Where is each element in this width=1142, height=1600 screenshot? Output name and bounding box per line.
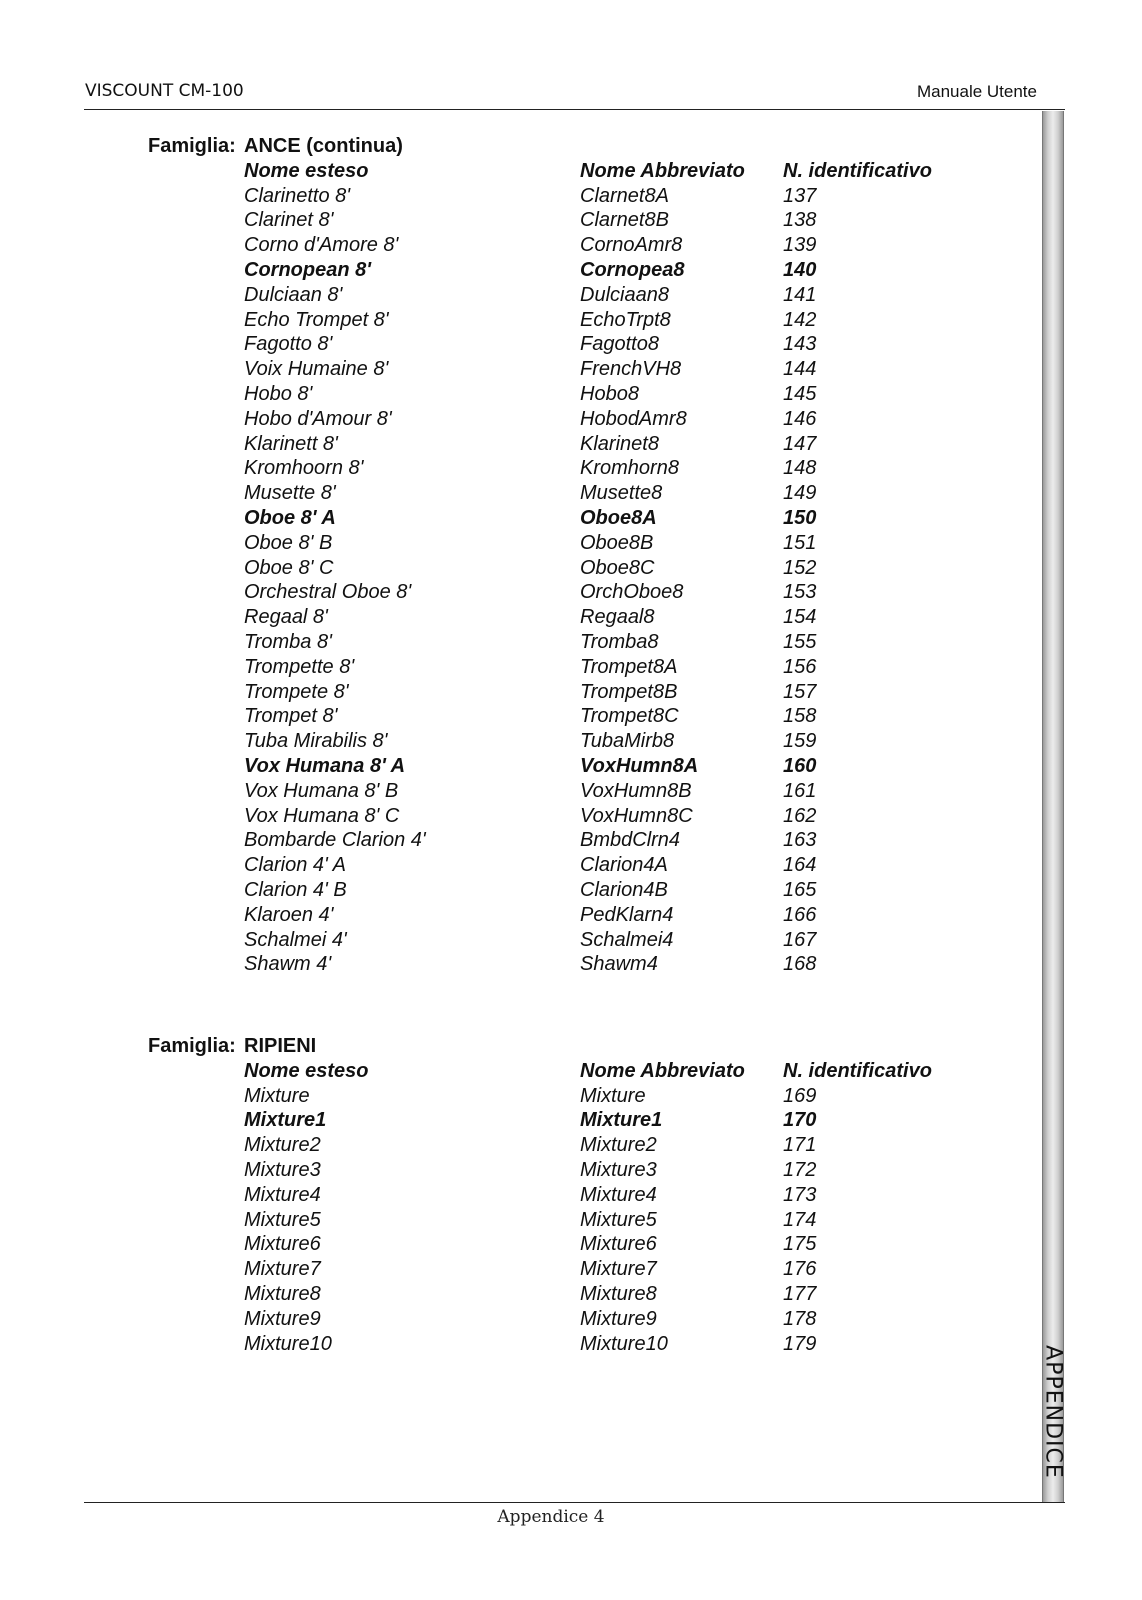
table-row [0, 1183, 1142, 1208]
stop-full-name: Fagotto 8' [244, 333, 333, 356]
stop-full-name: Hobo 8' [244, 382, 313, 405]
table-row [0, 233, 1142, 258]
stop-short-name: VoxHumn8C [580, 804, 693, 827]
stop-id: 154 [783, 606, 817, 629]
stops-table [0, 1059, 1142, 1357]
column-header-id: N. identificativo [783, 1059, 932, 1082]
stop-id: 178 [783, 1307, 817, 1330]
table-row [0, 382, 1142, 407]
stop-short-name: BmbdClrn4 [580, 829, 681, 852]
stop-id: 144 [783, 358, 817, 381]
stop-id: 162 [783, 804, 817, 827]
table-row [0, 1084, 1142, 1109]
stop-id: 146 [783, 407, 817, 430]
stop-short-name: Oboe8C [580, 556, 655, 579]
stop-full-name: Clarinetto 8' [244, 184, 351, 207]
stop-full-name: Corno d'Amore 8' [244, 234, 399, 257]
stop-id: 145 [783, 382, 817, 405]
stop-full-name: Clarinet 8' [244, 209, 334, 232]
stop-full-name: Mixture8 [244, 1282, 321, 1305]
table-row [0, 184, 1142, 209]
stop-short-name: HobodAmr8 [580, 407, 687, 430]
stop-full-name: Mixture1 [244, 1109, 327, 1132]
stop-short-name: Clarion4A [580, 854, 668, 877]
stop-full-name: Mixture5 [244, 1208, 321, 1231]
stop-short-name: Trompet8B [580, 680, 678, 703]
table-row [0, 878, 1142, 903]
stop-short-name: VoxHumn8A [580, 754, 699, 777]
stop-id: 179 [783, 1332, 817, 1355]
table-row [0, 208, 1142, 233]
stop-id: 163 [783, 829, 817, 852]
table-row [0, 432, 1142, 457]
table-row [0, 605, 1142, 630]
stop-id: 160 [783, 754, 817, 777]
stop-id: 156 [783, 655, 817, 678]
stop-full-name: Mixture9 [244, 1307, 321, 1330]
stop-id: 155 [783, 630, 817, 653]
table-row [0, 952, 1142, 977]
stop-short-name: Clarion4B [580, 878, 668, 901]
stop-short-name: Trompet8C [580, 705, 679, 728]
table-row [0, 655, 1142, 680]
stop-id: 177 [783, 1282, 817, 1305]
table-row [0, 258, 1142, 283]
table-row [0, 407, 1142, 432]
stop-full-name: Kromhoorn 8' [244, 457, 364, 480]
stop-id: 148 [783, 457, 817, 480]
family-name: ANCE (continua) [244, 135, 403, 157]
stop-id: 176 [783, 1258, 817, 1281]
table-row [0, 1158, 1142, 1183]
stop-id: 171 [783, 1134, 817, 1157]
family-label: Famiglia: [148, 135, 236, 157]
table-row [0, 283, 1142, 308]
stop-full-name: Clarion 4' A [244, 854, 347, 877]
stop-id: 175 [783, 1233, 817, 1256]
stop-id: 137 [783, 184, 817, 207]
stop-short-name: Mixture [580, 1084, 646, 1107]
stop-short-name: TubaMirb8 [580, 730, 675, 753]
column-header-full-name: Nome esteso [244, 159, 369, 182]
stop-id: 157 [783, 680, 817, 703]
column-header-full-name: Nome esteso [244, 1059, 369, 1082]
stops-table [0, 159, 1142, 977]
stop-full-name: Orchestral Oboe 8' [244, 581, 412, 604]
stop-short-name: Musette8 [580, 482, 663, 505]
table-row [0, 1282, 1142, 1307]
stop-id: 153 [783, 581, 817, 604]
stop-id: 140 [783, 258, 817, 281]
table-header-row [0, 1059, 1142, 1084]
stop-short-name: Regaal8 [580, 606, 655, 629]
stop-id: 142 [783, 308, 817, 331]
stop-short-name: Mixture2 [580, 1134, 657, 1157]
stop-short-name: Tromba8 [580, 630, 659, 653]
table-row [0, 680, 1142, 705]
stop-full-name: Klarinett 8' [244, 432, 338, 455]
document-title: VISCOUNT CM-100 [85, 81, 244, 101]
manual-label: Manuale Utente [916, 82, 1037, 101]
stop-id: 172 [783, 1158, 817, 1181]
stop-id: 141 [783, 283, 817, 306]
header-rule [84, 109, 1065, 110]
table-row [0, 506, 1142, 531]
stop-id: 151 [783, 531, 817, 554]
stop-short-name: Mixture1 [580, 1109, 663, 1132]
stop-full-name: Tromba 8' [244, 630, 332, 653]
stop-short-name: Mixture10 [580, 1332, 668, 1355]
stop-full-name: Mixture [244, 1084, 310, 1107]
stop-id: 150 [783, 506, 817, 529]
table-row [0, 580, 1142, 605]
stop-short-name: Klarinet8 [580, 432, 659, 455]
stop-full-name: Trompette 8' [244, 655, 355, 678]
table-row [0, 903, 1142, 928]
stop-id: 169 [783, 1084, 817, 1107]
stop-full-name: Mixture3 [244, 1158, 321, 1181]
stop-full-name: Vox Humana 8' C [244, 804, 400, 827]
stop-full-name: Oboe 8' A [244, 506, 336, 529]
stop-id: 138 [783, 209, 817, 232]
stop-full-name: Shawm 4' [244, 953, 332, 976]
table-row [0, 1307, 1142, 1332]
column-header-id: N. identificativo [783, 159, 932, 182]
stop-short-name: Kromhorn8 [580, 457, 679, 480]
table-row [0, 729, 1142, 754]
stop-short-name: Oboe8A [580, 506, 657, 529]
table-row [0, 357, 1142, 382]
stop-full-name: Dulciaan 8' [244, 283, 343, 306]
table-row [0, 1232, 1142, 1257]
stop-id: 167 [783, 928, 817, 951]
stop-full-name: Vox Humana 8' A [244, 754, 406, 777]
stop-full-name: Bombarde Clarion 4' [244, 829, 426, 852]
stop-short-name: Mixture6 [580, 1233, 657, 1256]
stop-short-name: Clarnet8A [580, 184, 669, 207]
stop-short-name: CornoAmr8 [580, 234, 683, 257]
stop-short-name: EchoTrpt8 [580, 308, 671, 331]
stop-full-name: Mixture7 [244, 1258, 321, 1281]
stop-full-name: Tuba Mirabilis 8' [244, 730, 388, 753]
column-header-short-name: Nome Abbreviato [580, 159, 745, 182]
stop-short-name: Dulciaan8 [580, 283, 669, 306]
stop-id: 170 [783, 1109, 817, 1132]
stop-id: 174 [783, 1208, 817, 1231]
table-row [0, 1332, 1142, 1357]
stop-short-name: PedKlarn4 [580, 903, 674, 926]
stop-full-name: Cornopean 8' [244, 258, 371, 281]
stop-id: 173 [783, 1183, 817, 1206]
stop-full-name: Regaal 8' [244, 606, 328, 629]
table-row [0, 630, 1142, 655]
table-row [0, 556, 1142, 581]
family-label: Famiglia: [148, 1035, 236, 1057]
table-row [0, 853, 1142, 878]
table-row [0, 332, 1142, 357]
stop-id: 168 [783, 953, 817, 976]
stop-id: 164 [783, 854, 817, 877]
stop-full-name: Mixture4 [244, 1183, 321, 1206]
table-row [0, 779, 1142, 804]
stop-short-name: Shawm4 [580, 953, 658, 976]
appendix-sidebar-label: APPENDICE [1040, 1345, 1066, 1479]
table-row [0, 308, 1142, 333]
table-row [0, 828, 1142, 853]
stop-short-name: Clarnet8B [580, 209, 669, 232]
table-row [0, 1133, 1142, 1158]
stop-short-name: Fagotto8 [580, 333, 659, 356]
page-number: Appendice 4 [497, 1507, 605, 1527]
stop-short-name: VoxHumn8B [580, 779, 692, 802]
family-name: RIPIENI [244, 1035, 317, 1057]
stop-id: 139 [783, 234, 817, 257]
stop-short-name: Oboe8B [580, 531, 654, 554]
stop-full-name: Klaroen 4' [244, 903, 334, 926]
stop-id: 147 [783, 432, 817, 455]
table-row [0, 1257, 1142, 1282]
table-header-row [0, 159, 1142, 184]
stop-short-name: Schalmei4 [580, 928, 674, 951]
stop-short-name: Mixture9 [580, 1307, 657, 1330]
stop-full-name: Trompet 8' [244, 705, 338, 728]
table-row [0, 481, 1142, 506]
stop-id: 165 [783, 878, 817, 901]
table-row [0, 804, 1142, 829]
family-heading [148, 1034, 317, 1059]
family-heading [148, 134, 403, 159]
table-row [0, 1108, 1142, 1133]
stop-id: 152 [783, 556, 817, 579]
stop-id: 143 [783, 333, 817, 356]
table-row [0, 456, 1142, 481]
table-row [0, 704, 1142, 729]
stop-full-name: Voix Humaine 8' [244, 358, 389, 381]
stop-short-name: Mixture5 [580, 1208, 657, 1231]
table-row [0, 1208, 1142, 1233]
stop-short-name: Mixture3 [580, 1158, 657, 1181]
stop-id: 166 [783, 903, 817, 926]
stop-full-name: Mixture2 [244, 1134, 321, 1157]
stop-full-name: Mixture6 [244, 1233, 321, 1256]
stop-full-name: Oboe 8' C [244, 556, 334, 579]
stop-short-name: FrenchVH8 [580, 358, 682, 381]
stop-full-name: Hobo d'Amour 8' [244, 407, 392, 430]
stop-short-name: Mixture4 [580, 1183, 657, 1206]
stop-short-name: Trompet8A [580, 655, 678, 678]
stop-full-name: Echo Trompet 8' [244, 308, 389, 331]
stop-full-name: Oboe 8' B [244, 531, 333, 554]
table-row [0, 531, 1142, 556]
stop-short-name: Hobo8 [580, 382, 639, 405]
stop-short-name: Mixture7 [580, 1258, 657, 1281]
stop-short-name: Cornopea8 [580, 258, 685, 281]
footer-rule [84, 1502, 1065, 1503]
stop-short-name: OrchOboe8 [580, 581, 684, 604]
stop-full-name: Mixture10 [244, 1332, 332, 1355]
stop-full-name: Schalmei 4' [244, 928, 347, 951]
stop-id: 149 [783, 482, 817, 505]
stop-id: 158 [783, 705, 817, 728]
column-header-short-name: Nome Abbreviato [580, 1059, 745, 1082]
stop-full-name: Musette 8' [244, 482, 336, 505]
stop-full-name: Trompete 8' [244, 680, 349, 703]
stop-full-name: Clarion 4' B [244, 878, 347, 901]
table-row [0, 754, 1142, 779]
stop-id: 161 [783, 779, 817, 802]
stop-full-name: Vox Humana 8' B [244, 779, 399, 802]
stop-id: 159 [783, 730, 817, 753]
stop-short-name: Mixture8 [580, 1282, 657, 1305]
table-row [0, 928, 1142, 953]
